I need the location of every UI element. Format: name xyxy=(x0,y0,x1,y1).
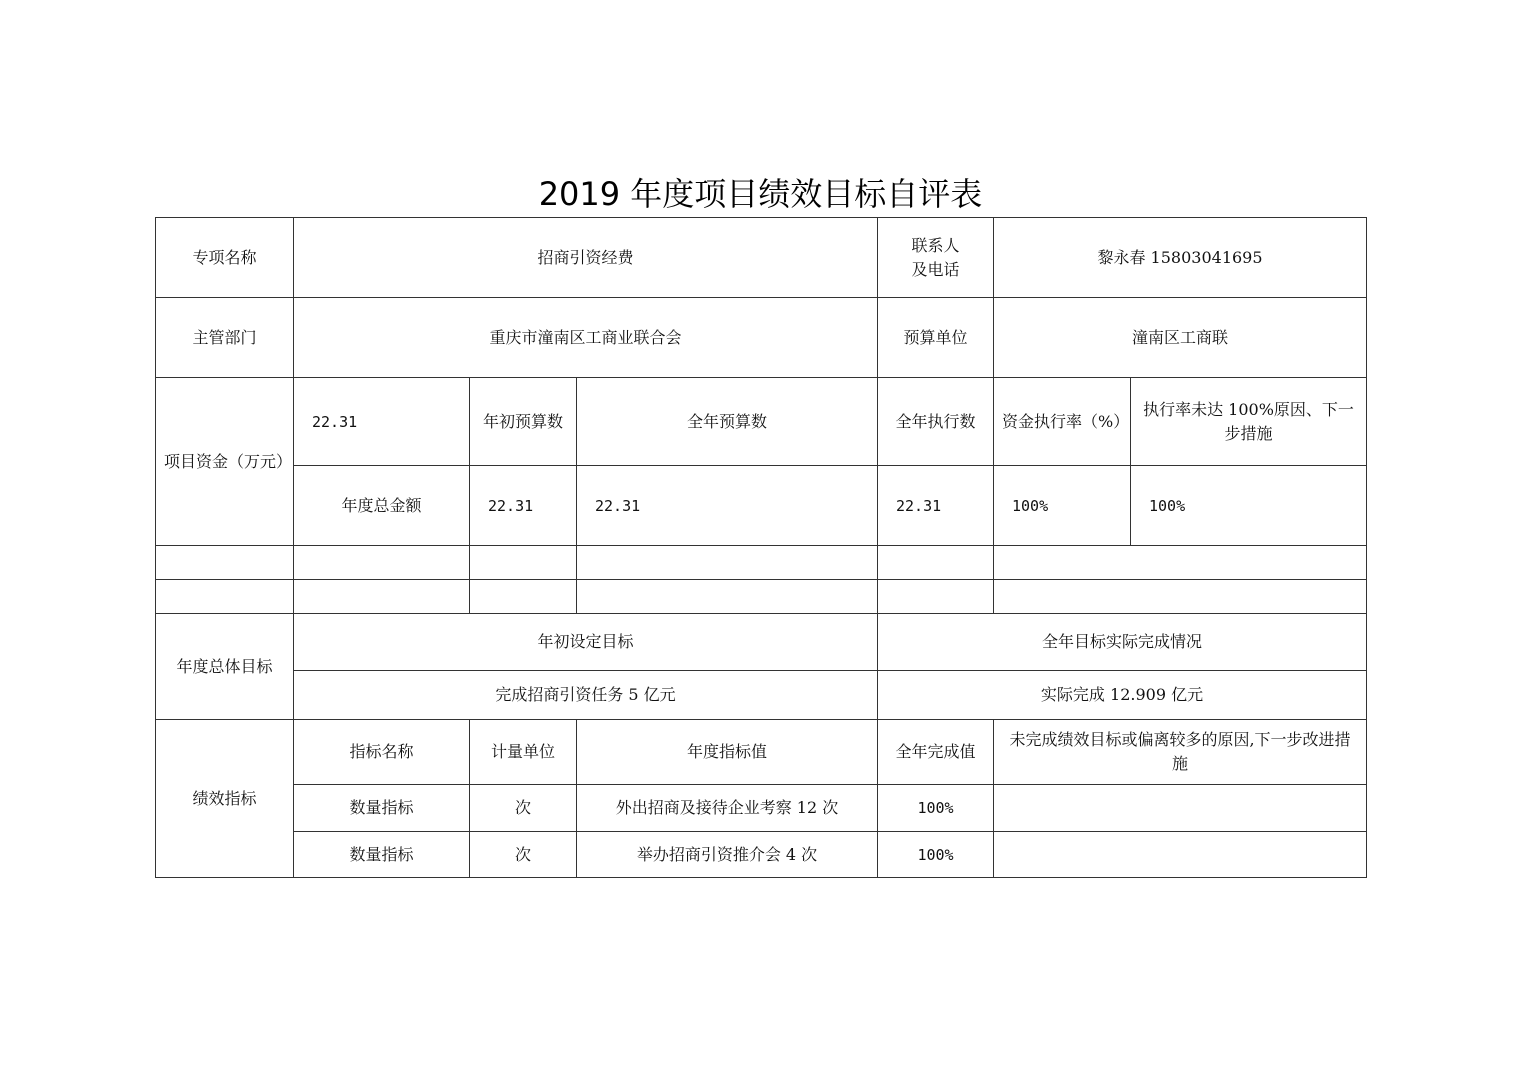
indicator-unit: 次 xyxy=(470,785,577,832)
empty-row xyxy=(156,546,1367,580)
department-label: 主管部门 xyxy=(156,298,294,378)
budget-unit-label: 预算单位 xyxy=(878,298,994,378)
goals-actual-header: 全年目标实际完成情况 xyxy=(878,614,1367,671)
indicators-label: 绩效指标 xyxy=(156,720,294,878)
empty-cell xyxy=(294,546,470,580)
project-name-row xyxy=(156,218,1367,298)
page-title: 2019 年度项目绩效目标自评表 xyxy=(538,175,983,213)
initial-budget-value: 22.31 xyxy=(470,466,577,546)
goals-header-row xyxy=(156,614,1367,671)
initial-budget-label: 年初预算数 xyxy=(470,378,577,466)
table-row xyxy=(156,785,1367,832)
funds-total: 22.31 xyxy=(294,378,470,466)
empty-cell xyxy=(294,580,470,614)
indicator-target: 外出招商及接待企业考察 12 次 xyxy=(577,785,878,832)
execution-rate-label: 资金执行率（%） xyxy=(994,378,1131,466)
indicator-name: 数量指标 xyxy=(294,832,470,878)
empty-cell xyxy=(156,546,294,580)
full-year-budget-label: 全年预算数 xyxy=(577,378,878,466)
goals-set-value: 完成招商引资任务 5 亿元 xyxy=(294,671,878,720)
indicator-completed: 100% xyxy=(878,832,994,878)
execution-reason-label: 执行率未达 100%原因、下一步措施 xyxy=(1131,378,1367,466)
goals-set-header: 年初设定目标 xyxy=(294,614,878,671)
empty-cell xyxy=(878,580,994,614)
contact-value: 黎永春 15803041695 xyxy=(994,218,1367,298)
indicator-target: 举办招商引资推介会 4 次 xyxy=(577,832,878,878)
empty-cell xyxy=(577,546,878,580)
indicator-reason-header: 未完成绩效目标或偏离较多的原因,下一步改进措施 xyxy=(994,720,1367,785)
goals-label: 年度总体目标 xyxy=(156,614,294,720)
indicator-unit: 次 xyxy=(470,832,577,878)
goals-values-row xyxy=(156,671,1367,720)
indicator-name-header: 指标名称 xyxy=(294,720,470,785)
performance-table xyxy=(155,217,1367,878)
empty-cell xyxy=(470,580,577,614)
goals-actual-value: 实际完成 12.909 亿元 xyxy=(878,671,1367,720)
budget-unit-value: 潼南区工商联 xyxy=(994,298,1367,378)
department-row xyxy=(156,298,1367,378)
full-year-budget-value: 22.31 xyxy=(577,466,878,546)
department-value: 重庆市潼南区工商业联合会 xyxy=(294,298,878,378)
funds-values-row xyxy=(156,466,1367,546)
executed-value: 22.31 xyxy=(878,466,994,546)
table-row xyxy=(156,832,1367,878)
executed-label: 全年执行数 xyxy=(878,378,994,466)
empty-cell xyxy=(994,580,1367,614)
empty-cell xyxy=(994,546,1367,580)
indicator-unit-header: 计量单位 xyxy=(470,720,577,785)
indicator-name: 数量指标 xyxy=(294,785,470,832)
contact-label: 联系人 及电话 xyxy=(878,218,994,298)
empty-cell xyxy=(878,546,994,580)
execution-reason-value: 100% xyxy=(1131,466,1367,546)
project-name-label: 专项名称 xyxy=(156,218,294,298)
empty-cell xyxy=(470,546,577,580)
funds-label: 项目资金（万元） xyxy=(156,378,294,546)
indicator-reason xyxy=(994,785,1367,832)
annual-total-label: 年度总金额 xyxy=(294,466,470,546)
indicator-target-header: 年度指标值 xyxy=(577,720,878,785)
indicator-reason xyxy=(994,832,1367,878)
indicator-completed: 100% xyxy=(878,785,994,832)
project-name-value: 招商引资经费 xyxy=(294,218,878,298)
empty-cell xyxy=(156,580,294,614)
indicator-completed-header: 全年完成值 xyxy=(878,720,994,785)
execution-rate-value: 100% xyxy=(994,466,1131,546)
empty-row xyxy=(156,580,1367,614)
empty-cell xyxy=(577,580,878,614)
funds-header-row xyxy=(156,378,1367,466)
indicators-header-row xyxy=(156,720,1367,785)
